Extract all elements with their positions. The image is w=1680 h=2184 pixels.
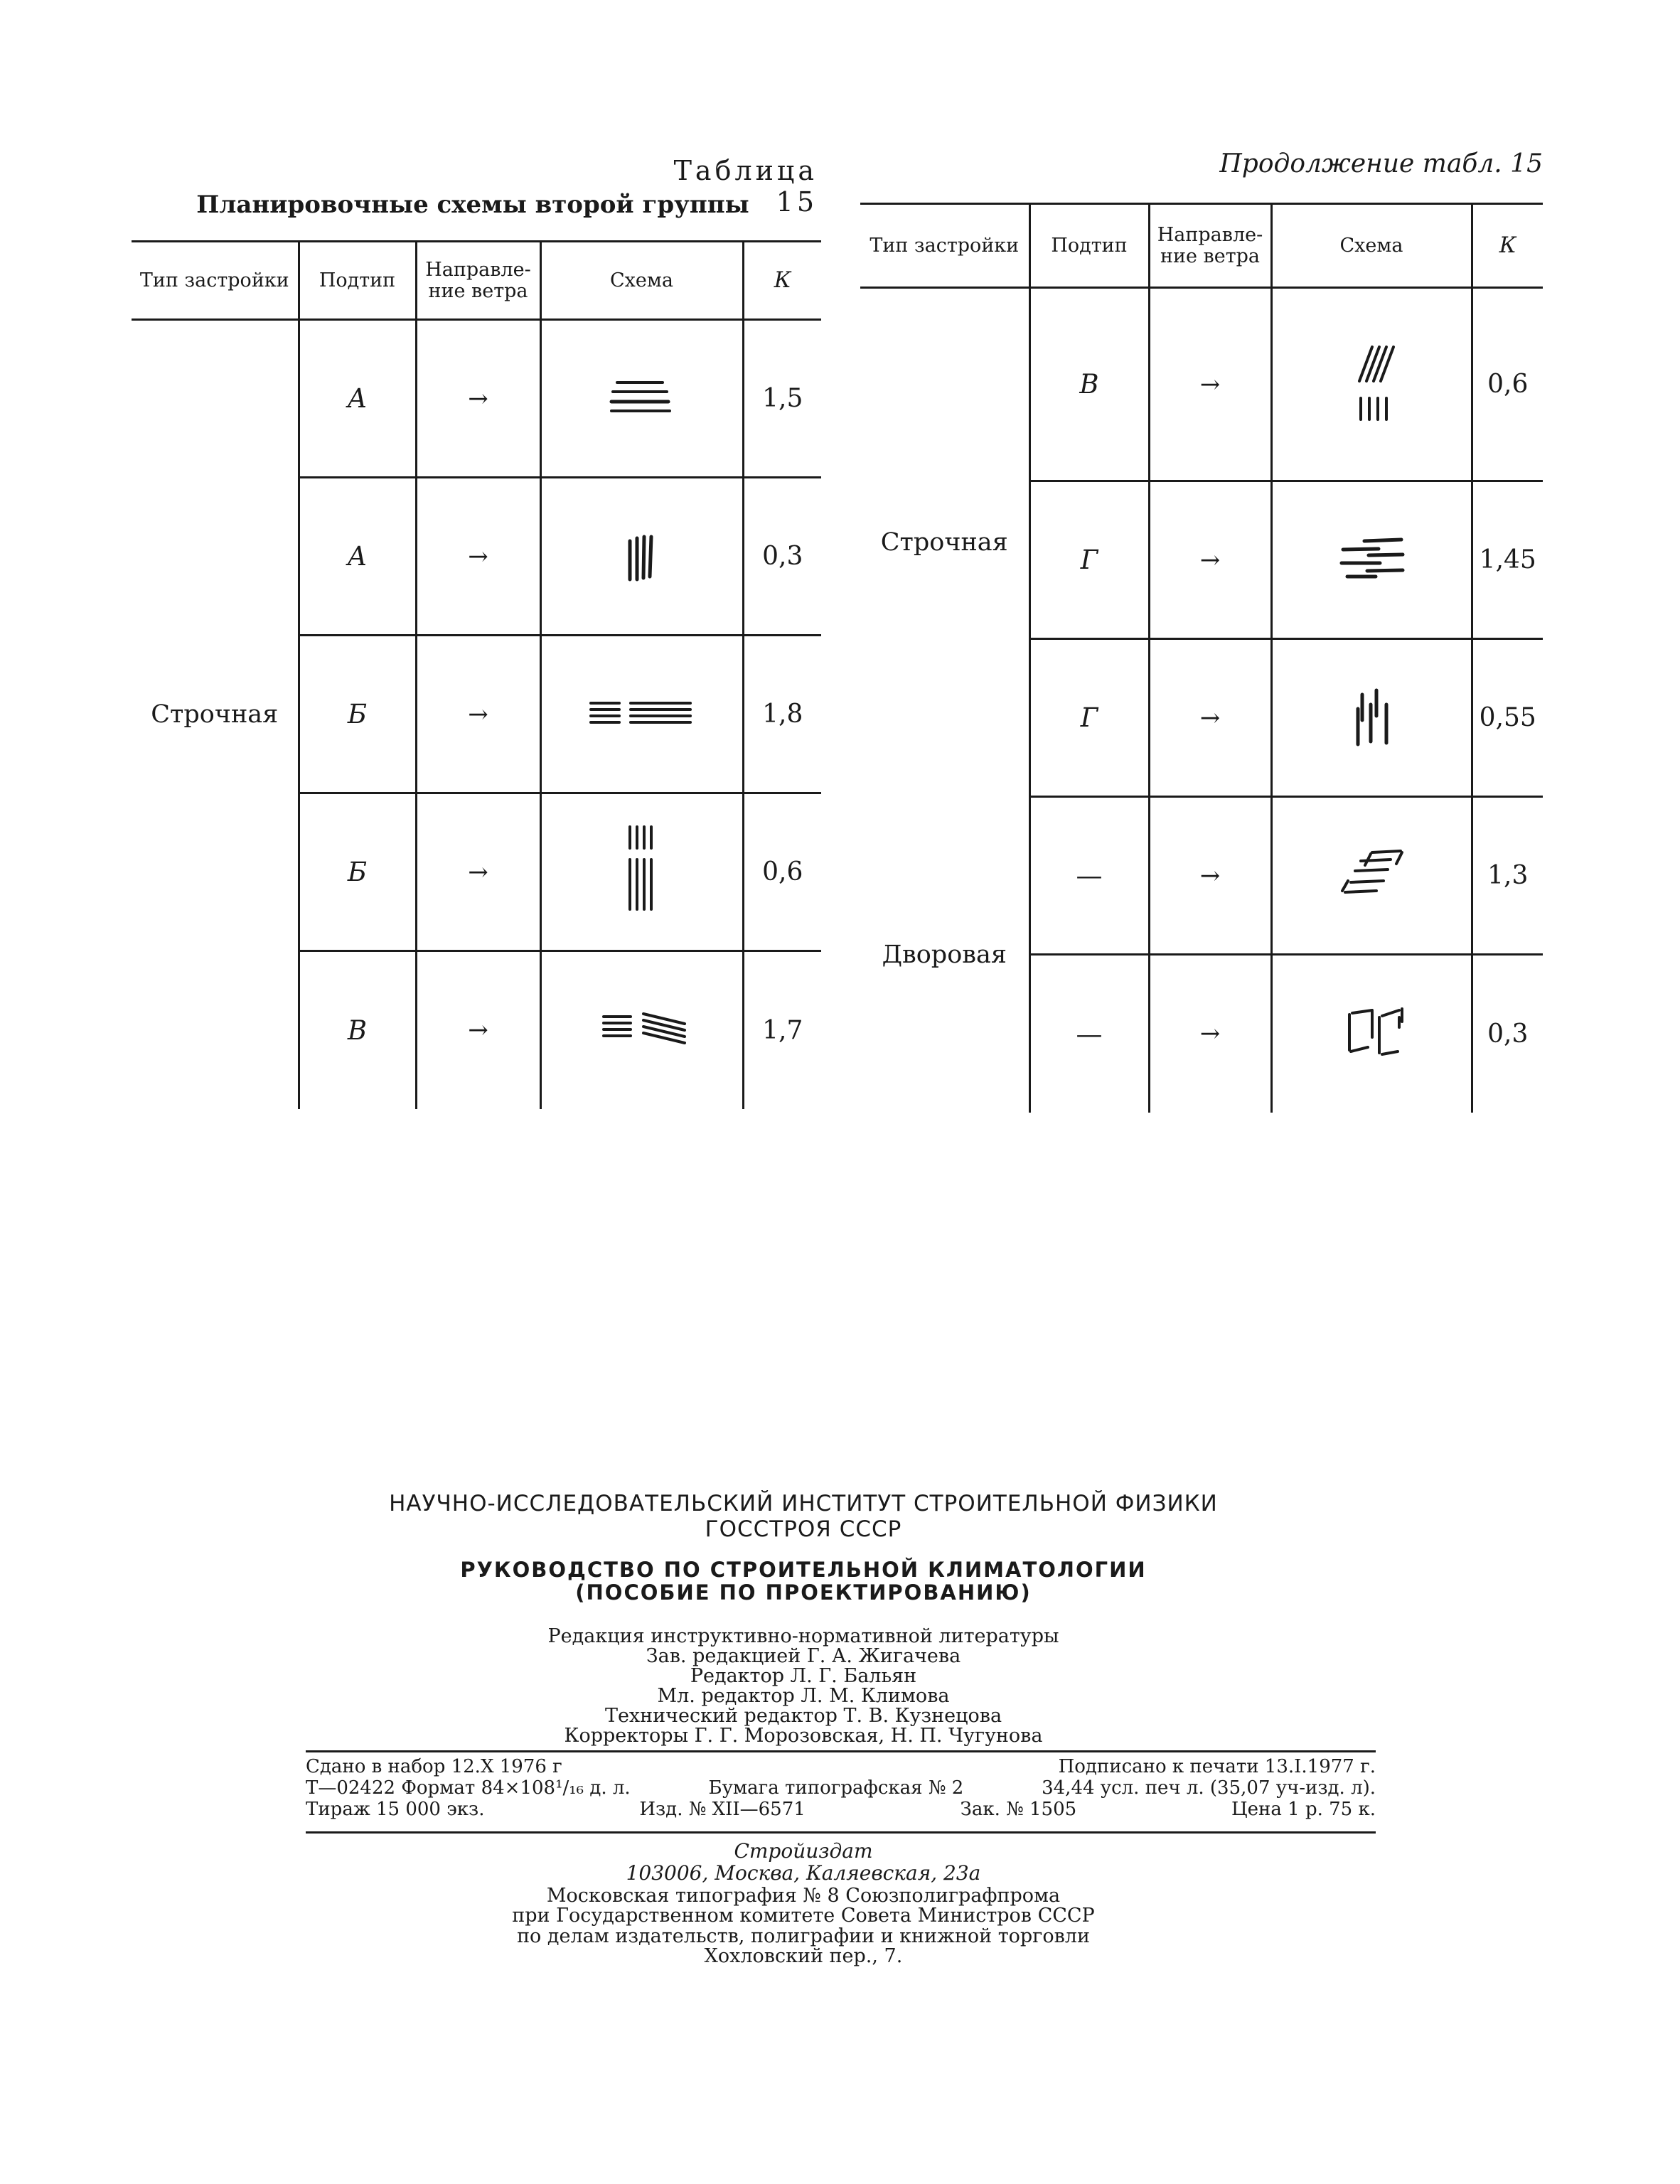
table-row — [860, 288, 1543, 481]
printer-line: по делам издательств, полиграфии и книжной торговли — [517, 1925, 1090, 1947]
header-k: К — [1472, 204, 1543, 288]
wind-arrow-icon: → — [1149, 797, 1271, 955]
institute-name: НАУЧНО-ИССЛЕДОВАТЕЛЬСКИЙ ИНСТИТУТ СТРОИТЕЛЬНОЙ ФИЗИКИ ГОССТРОЯ СССР — [389, 1491, 1218, 1542]
header-wind: Направле- ние ветра — [416, 242, 540, 320]
header-scheme: Схема — [1271, 204, 1472, 288]
k-value: 1,45 — [1472, 481, 1543, 639]
header-subtype: Подтип — [299, 242, 416, 320]
subtype: А — [299, 320, 416, 478]
divider — [306, 1750, 1376, 1752]
table-continuation: Продолжение табл. 15 — [1219, 149, 1543, 178]
subtype: В — [1029, 288, 1149, 481]
divider — [306, 1831, 1376, 1834]
building-type: Дворовая — [860, 797, 1029, 1113]
wind-arrow-icon: → — [416, 951, 540, 1109]
skewed-courtyard-icon — [1271, 797, 1472, 955]
printer-line: Хохловский пер., 7. — [704, 1945, 903, 1968]
editorial-credits — [235, 1627, 1372, 1746]
wind-arrow-icon: → — [1149, 955, 1271, 1113]
k-value: 0,3 — [1472, 955, 1543, 1113]
credit-line: Технический редактор Т. В. Кузнецова — [604, 1705, 1002, 1728]
subtype: Г — [1029, 481, 1149, 639]
credit-line: Редактор Л. Г. Бальян — [690, 1665, 917, 1688]
table-header-row — [860, 204, 1543, 288]
wind-arrow-icon: → — [416, 478, 540, 636]
credit-line: Редакция инструктивно-нормативной литературы — [547, 1625, 1059, 1647]
k-value: 0,6 — [743, 793, 821, 951]
pub-row: Сдано в набор 12.Х 1976 г Подписано к печати 13.I.1977 г. — [306, 1756, 1376, 1777]
k-value: 1,8 — [743, 636, 821, 793]
table-row — [132, 320, 821, 478]
staggered-vertical-rows-icon — [1271, 639, 1472, 797]
wind-arrow-icon: → — [1149, 639, 1271, 797]
square-courtyards-icon — [1271, 955, 1472, 1113]
subtype: — — [1029, 797, 1149, 955]
header-subtype: Подтип — [1029, 204, 1149, 288]
credit-line: Зав. редакцией Г. А. Жигачева — [646, 1645, 961, 1668]
header-scheme: Схема — [540, 242, 743, 320]
subtype: — — [1029, 955, 1149, 1113]
printer-line: при Государственном комитете Совета Министров СССР — [512, 1905, 1095, 1927]
table-number: Таблица 15 — [673, 155, 818, 218]
credit-line: Мл. редактор Л. М. Климова — [657, 1685, 950, 1708]
printer-line: Московская типография № 8 Союзполиграфпрома — [546, 1885, 1061, 1907]
header-type: Тип застройки — [860, 204, 1029, 288]
k-value: 1,5 — [743, 320, 821, 478]
header-wind: Направле- ние ветра — [1149, 204, 1271, 288]
building-type: Строчная — [132, 320, 299, 1109]
two-horizontal-blocks-icon — [540, 636, 743, 793]
header-type: Тип застройки — [132, 242, 299, 320]
two-vertical-blocks-icon — [540, 793, 743, 951]
header-k: К — [743, 242, 821, 320]
diagonal-and-vertical-rows-icon — [1271, 288, 1472, 481]
subtype: В — [299, 951, 416, 1109]
subtype: Г — [1029, 639, 1149, 797]
wind-arrow-icon: → — [1149, 288, 1271, 481]
wind-arrow-icon: → — [1149, 481, 1271, 639]
k-value: 0,3 — [743, 478, 821, 636]
pub-row: Тираж 15 000 экз. Изд. № XII—6571 Зак. № 1505 Цена 1 р. 75 к. — [306, 1799, 1376, 1821]
pub-row: Т—02422 Формат 84×108¹/₁₆ д. л. Бумага типографская № 2 34,44 усл. печ л. (35,07 уч-изд. л). — [306, 1777, 1376, 1799]
wind-arrow-icon: → — [416, 636, 540, 793]
book-title: РУКОВОДСТВО ПО СТРОИТЕЛЬНОЙ КЛИМАТОЛОГИИ (ПОСОБИЕ ПО ПРОЕКТИРОВАНИЮ) — [460, 1558, 1147, 1605]
subtype: Б — [299, 793, 416, 951]
k-value: 0,55 — [1472, 639, 1543, 797]
wind-arrow-icon: → — [416, 320, 540, 478]
credit-line: Корректоры Г. Г. Морозовская, Н. П. Чугунова — [564, 1725, 1043, 1747]
table-title: Планировочные схемы второй группы — [196, 191, 749, 219]
horizontal-and-diagonal-rows-icon — [540, 951, 743, 1109]
k-value: 1,7 — [743, 951, 821, 1109]
vertical-rows-icon — [540, 478, 743, 636]
k-value: 1,3 — [1472, 797, 1543, 955]
publication-details — [306, 1756, 1376, 1820]
table-header-row — [132, 242, 821, 320]
table-right — [860, 203, 1543, 1113]
building-type: Строчная — [860, 288, 1029, 797]
subtype: Б — [299, 636, 416, 793]
table-row — [860, 797, 1543, 955]
publisher: Стройиздат 103006, Москва, Каляевская, 23а — [626, 1839, 981, 1885]
table-left — [132, 240, 821, 1109]
wind-arrow-icon: → — [416, 793, 540, 951]
printer-info — [235, 1886, 1372, 1966]
horizontal-rows-icon — [540, 320, 743, 478]
subtype: А — [299, 478, 416, 636]
staggered-horizontal-rows-icon — [1271, 481, 1472, 639]
k-value: 0,6 — [1472, 288, 1543, 481]
